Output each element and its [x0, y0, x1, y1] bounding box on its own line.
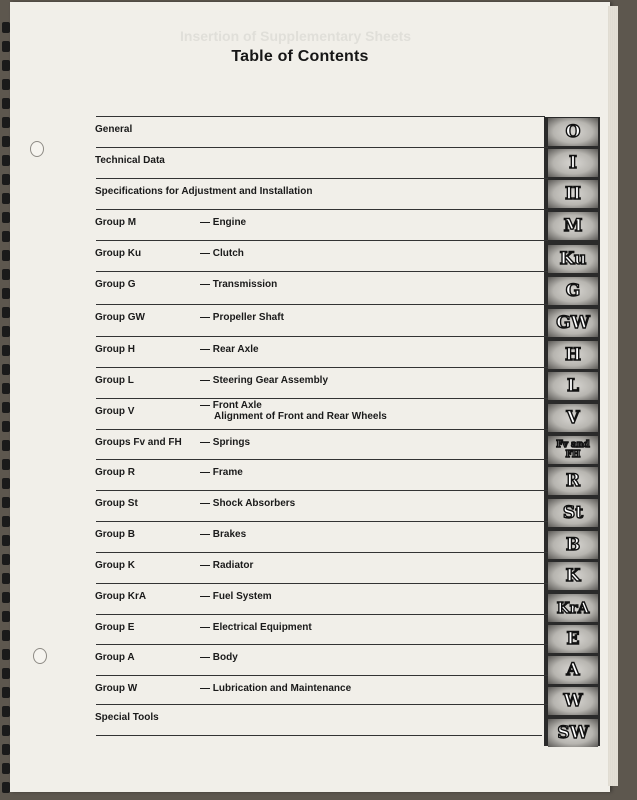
bleed-through-heading: Insertion of Supplementary Sheets: [180, 28, 412, 44]
toc-entry-group[interactable]: Group St: [95, 498, 138, 509]
spiral-coil: [2, 79, 10, 90]
section-tab[interactable]: L: [548, 372, 598, 400]
toc-entry-topic[interactable]: [200, 400, 387, 422]
spiral-coil: [2, 421, 10, 432]
toc-topic-line: — Rear Axle: [200, 344, 259, 355]
spiral-coil: [2, 725, 10, 736]
row-divider: [96, 271, 548, 272]
toc-entry-topic[interactable]: [200, 467, 243, 478]
spiral-coil: [2, 649, 10, 660]
spiral-coil: [2, 250, 10, 261]
row-divider: [96, 675, 548, 676]
section-tab[interactable]: G: [548, 277, 598, 305]
spiral-coil: [2, 592, 10, 603]
toc-topic-line: — Front Axle: [200, 400, 262, 411]
row-divider: [96, 552, 548, 553]
toc-entry-topic[interactable]: [200, 375, 328, 386]
row-divider: [96, 490, 548, 491]
section-tab[interactable]: M: [548, 212, 598, 240]
section-tab[interactable]: B: [548, 531, 598, 559]
toc-topic-line: — Brakes: [200, 529, 247, 540]
row-divider: [96, 209, 548, 210]
row-divider: [96, 304, 548, 305]
toc-topic-line: — Frame: [200, 467, 243, 478]
section-tab[interactable]: H: [548, 341, 598, 369]
row-divider: [96, 459, 548, 460]
section-tab[interactable]: II: [548, 180, 598, 208]
toc-entry-group[interactable]: Group GW: [95, 312, 145, 323]
section-tab[interactable]: K: [548, 562, 598, 590]
toc-topic-line: — Fuel System: [200, 591, 272, 602]
spiral-coil: [2, 212, 10, 223]
spiral-coil: [2, 744, 10, 755]
section-tab[interactable]: A: [548, 656, 598, 684]
spiral-coil: [2, 231, 10, 242]
toc-entry-group[interactable]: Group G: [95, 279, 136, 290]
section-tab[interactable]: KrA: [548, 594, 598, 622]
spiral-coil: [2, 98, 10, 109]
punch-hole: [30, 141, 44, 157]
toc-entry-topic[interactable]: [200, 529, 246, 540]
spiral-coil: [2, 440, 10, 451]
spiral-coil: [2, 269, 10, 280]
page-edges: [608, 6, 618, 786]
toc-topic-line: — Engine: [200, 217, 247, 228]
toc-entry-topic[interactable]: [200, 591, 272, 602]
row-divider: [96, 704, 548, 705]
spiral-coil: [2, 573, 10, 584]
section-tab[interactable]: I: [548, 149, 598, 177]
spiral-coil: [2, 516, 10, 527]
spiral-coil: [2, 288, 10, 299]
spiral-coil: [2, 706, 10, 717]
spiral-coil: [2, 554, 10, 565]
toc-entry-topic[interactable]: [200, 279, 277, 290]
spiral-coil: [2, 478, 10, 489]
spiral-coil: [2, 174, 10, 185]
row-divider: [96, 644, 548, 645]
spiral-coil: [2, 763, 10, 774]
row-divider: [96, 147, 548, 148]
toc-entry-group[interactable]: Group W: [95, 683, 138, 694]
spiral-coil: [2, 535, 10, 546]
toc-entry-group[interactable]: Group Ku: [95, 248, 142, 259]
spiral-coil: [2, 782, 10, 793]
section-tab[interactable]: E: [548, 625, 598, 653]
row-divider: [96, 521, 548, 522]
toc-entry-group[interactable]: Group R: [95, 467, 135, 478]
toc-entry-group[interactable]: Specifications for Adjustment and Installation: [95, 186, 313, 197]
section-tab[interactable]: GW: [548, 309, 598, 337]
row-divider: [96, 614, 548, 615]
spiral-coil: [2, 687, 10, 698]
row-divider: [96, 583, 548, 584]
section-tab[interactable]: Ku: [548, 245, 598, 273]
spiral-coil: [2, 497, 10, 508]
spiral-coil: [2, 136, 10, 147]
toc-topic-line: — Propeller Shaft: [200, 312, 284, 323]
spiral-coil: [2, 326, 10, 337]
section-tab[interactable]: V: [548, 404, 598, 432]
toc-entry-topic[interactable]: [200, 683, 351, 694]
toc-entry-group[interactable]: Groups Fv and FH: [95, 437, 182, 448]
spiral-coil: [2, 402, 10, 413]
toc-topic-line: — Body: [200, 652, 238, 663]
toc-entry-topic[interactable]: [200, 312, 284, 323]
toc-entry-group[interactable]: Group K: [95, 560, 135, 571]
toc-entry-group[interactable]: Group H: [95, 344, 135, 355]
toc-entry-topic[interactable]: [200, 217, 246, 228]
section-tab[interactable]: O: [548, 118, 598, 146]
toc-entry-group[interactable]: General: [95, 124, 133, 135]
document-page: [10, 2, 610, 792]
toc-entry-group[interactable]: Special Tools: [95, 712, 159, 723]
toc-topic-line: — Transmission: [200, 279, 278, 290]
toc-entry-group[interactable]: Group L: [95, 375, 134, 386]
toc-entry-topic[interactable]: [200, 622, 312, 633]
toc-entry-topic[interactable]: [200, 560, 253, 571]
spiral-coil: [2, 345, 10, 356]
spiral-binding: [0, 0, 12, 800]
toc-entry-group[interactable]: Group V: [95, 406, 135, 417]
toc-entry-group[interactable]: Technical Data: [95, 155, 165, 166]
spiral-coil: [2, 307, 10, 318]
toc-topic-line: — Shock Absorbers: [200, 498, 296, 509]
toc-topic-line: — Steering Gear Assembly: [200, 375, 329, 386]
spiral-coil: [2, 117, 10, 128]
toc-topic-line: — Springs: [200, 437, 251, 448]
toc-topic-line: — Electrical Equipment: [200, 622, 312, 633]
spiral-coil: [2, 611, 10, 622]
spiral-coil: [2, 630, 10, 641]
spiral-coil: [2, 364, 10, 375]
spiral-coil: [2, 193, 10, 204]
spiral-coil: [2, 668, 10, 679]
toc-entry-topic[interactable]: [200, 344, 259, 355]
row-divider: [96, 429, 548, 430]
row-divider: [96, 336, 548, 337]
section-tab[interactable]: St: [548, 499, 598, 527]
toc-entry-group[interactable]: Group M: [95, 217, 137, 228]
toc-topic-line-2: Alignment of Front and Rear Wheels: [214, 411, 387, 422]
toc-entry-group[interactable]: Group E: [95, 622, 135, 633]
row-divider: [96, 367, 548, 368]
section-tab[interactable]: SW: [548, 719, 598, 747]
toc-entry-topic[interactable]: [200, 652, 238, 663]
toc-entry-topic[interactable]: [200, 248, 244, 259]
toc-entry-group[interactable]: Group B: [95, 529, 135, 540]
row-divider: [96, 240, 548, 241]
toc-topic-line: — Clutch: [200, 248, 244, 259]
toc-topic-line: — Radiator: [200, 560, 254, 571]
spiral-coil: [2, 383, 10, 394]
spiral-coil: [2, 22, 10, 33]
spiral-coil: [2, 155, 10, 166]
punch-hole: [33, 648, 47, 664]
row-divider: [96, 735, 542, 736]
toc-entry-group[interactable]: Group A: [95, 652, 135, 663]
toc-topic-line: — Lubrication and Maintenance: [200, 683, 352, 694]
toc-entry-topic[interactable]: [200, 498, 295, 509]
section-tab[interactable]: Fv and FH: [548, 436, 598, 464]
row-divider: [96, 178, 548, 179]
toc-entry-group[interactable]: Group KrA: [95, 591, 147, 602]
section-tab[interactable]: W: [548, 687, 598, 715]
spiral-coil: [2, 459, 10, 470]
section-tab[interactable]: R: [548, 467, 598, 495]
page-title: Table of Contents: [231, 48, 369, 65]
row-divider: [96, 116, 545, 117]
row-divider: [96, 398, 548, 399]
toc-entry-topic[interactable]: [200, 437, 250, 448]
